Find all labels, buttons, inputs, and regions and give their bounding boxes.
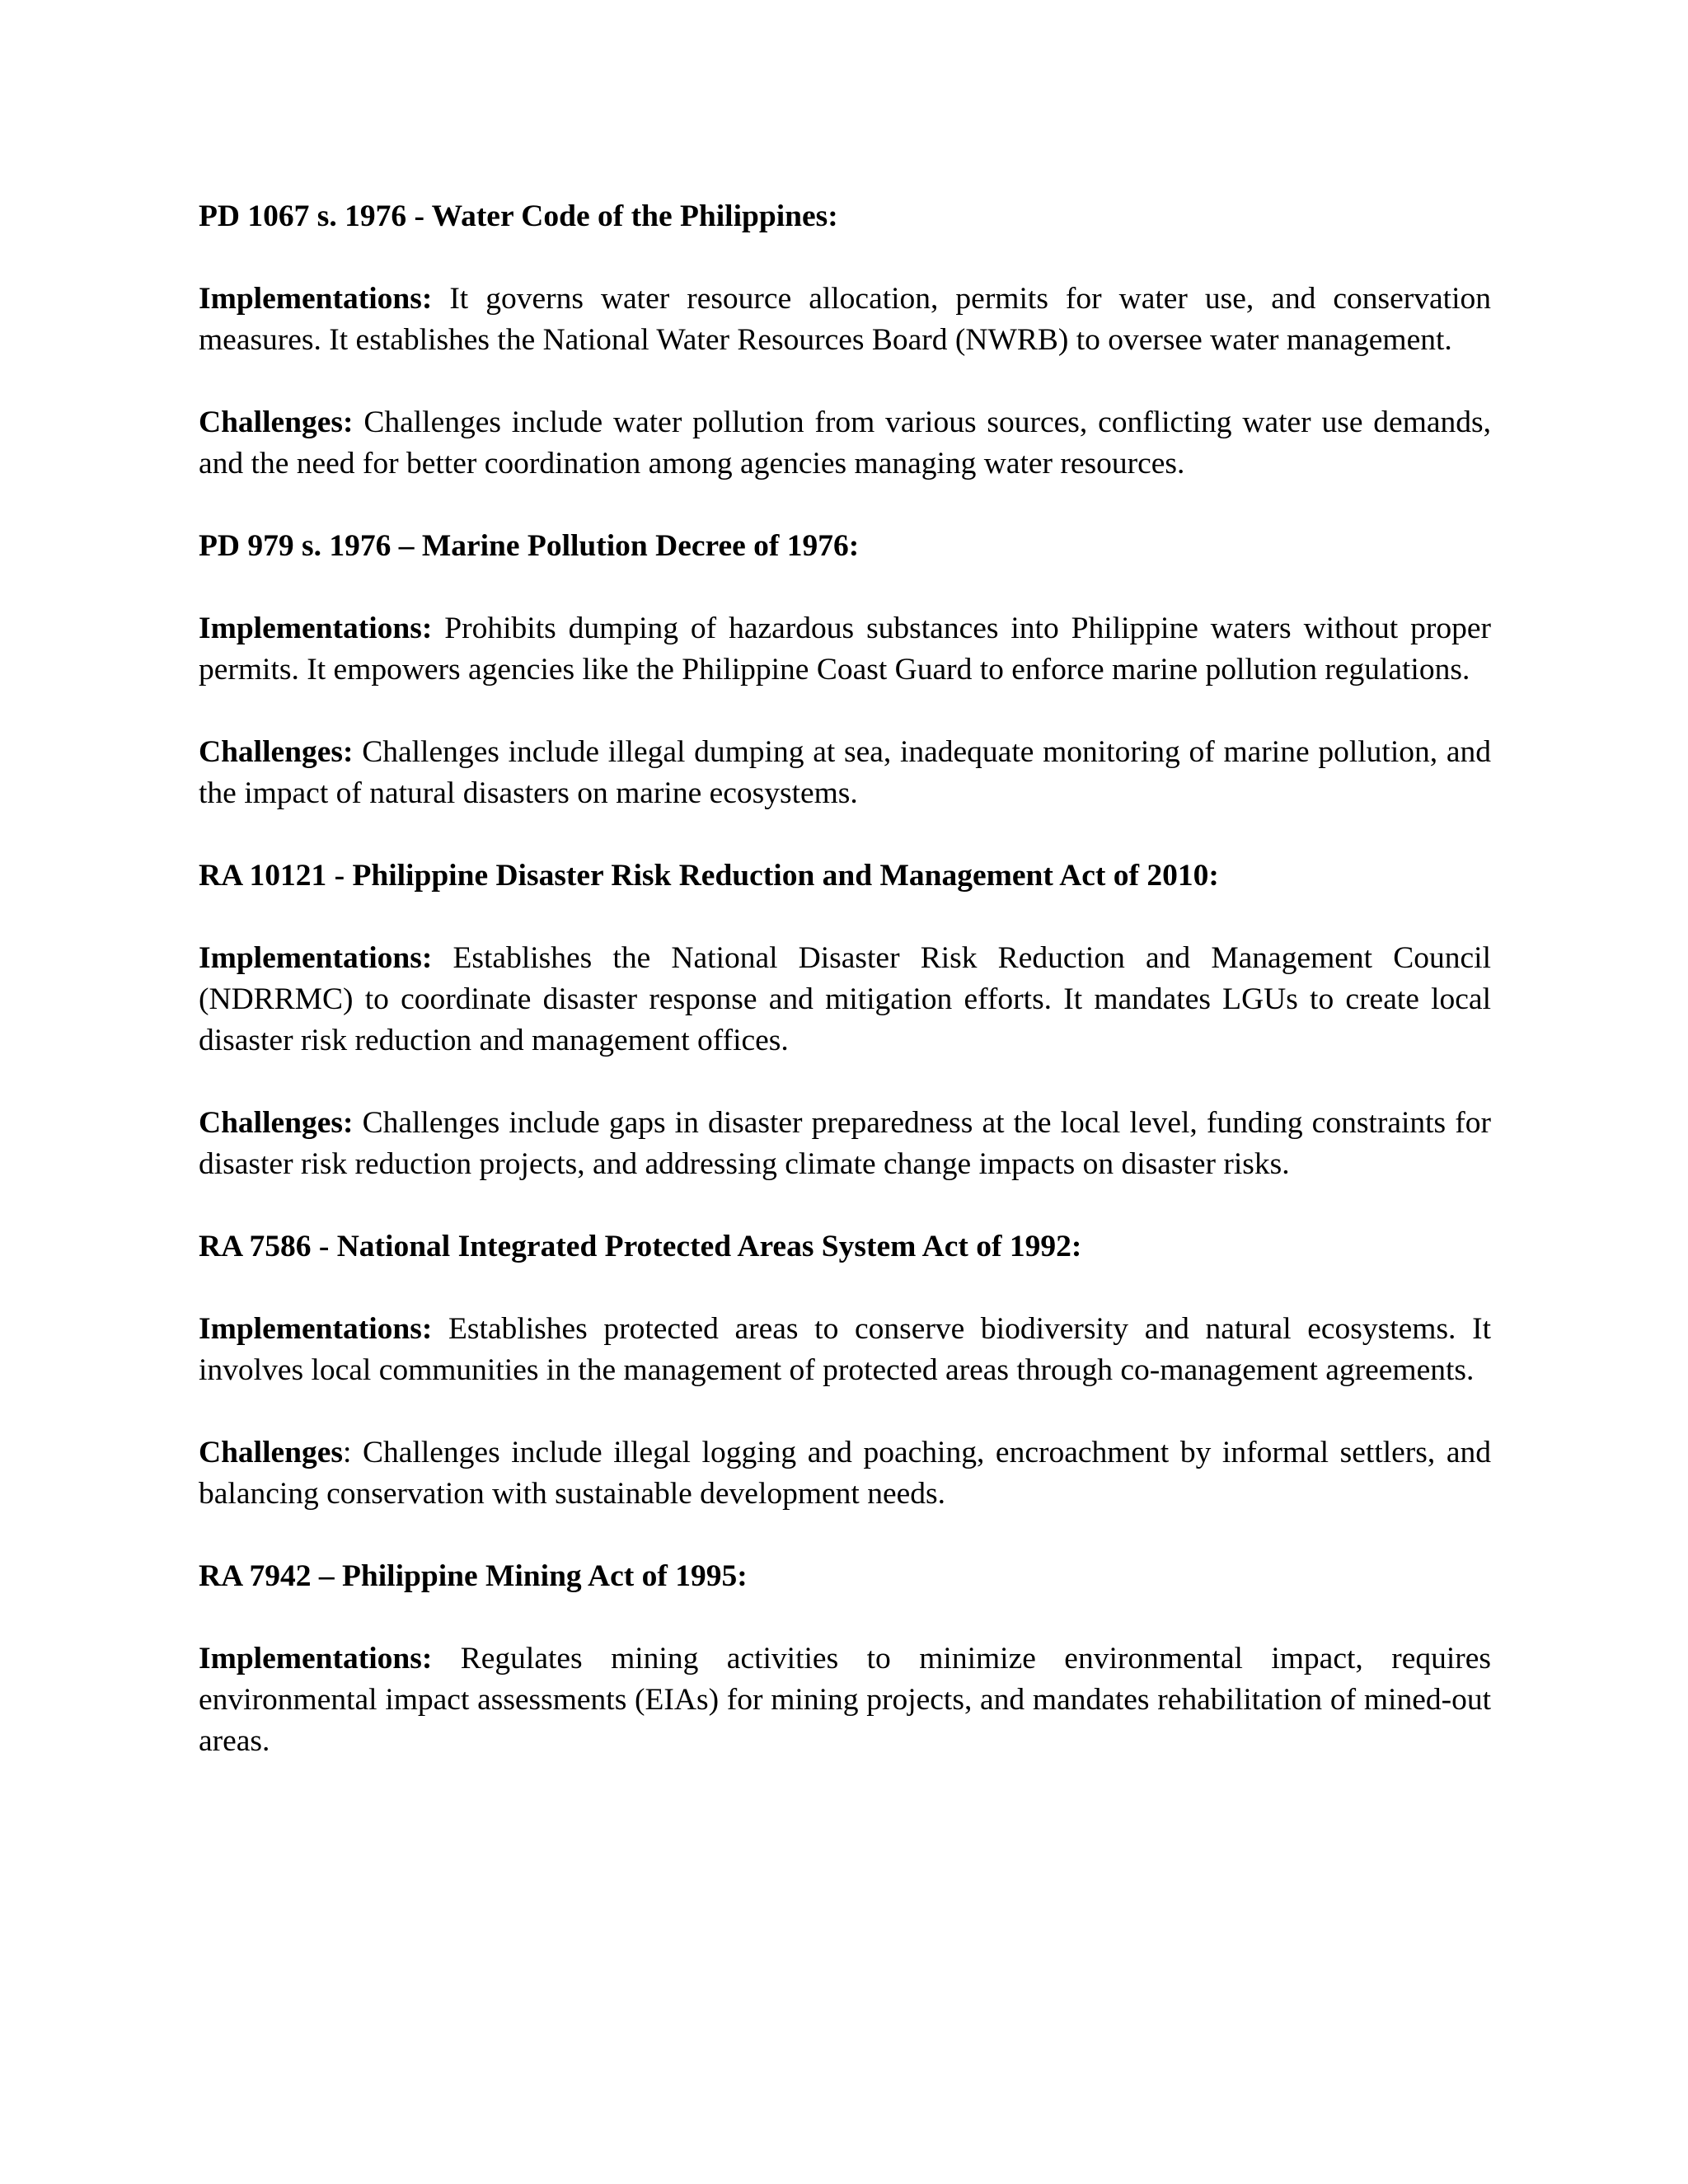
implementations-label: Implementations:: [199, 612, 433, 645]
section-heading: RA 7942 – Philippine Mining Act of 1995:: [199, 1559, 748, 1593]
challenges-text: Challenges include gaps in disaster preparedness at the local level, funding constraints for disaster risk reduction projects, and addressing climate change impacts on disaster risks.: [199, 1106, 1491, 1181]
challenges-label: Challenges:: [199, 735, 354, 769]
implementations-label: Implementations:: [199, 941, 433, 975]
challenges-label: Challenges:: [199, 1106, 354, 1140]
implementations-paragraph: [199, 279, 1491, 361]
challenges-text: Challenges include illegal dumping at sea, inadequate monitoring of marine pollution, and the impact of natural disasters on marine ecosystems.: [199, 735, 1491, 810]
implementations-text: It governs water resource allocation, permits for water use, and conservation measures. It establishes the National Water Resources Board (NWRB) to oversee water management.: [199, 282, 1491, 357]
implementations-text: Establishes protected areas to conserve biodiversity and natural ecosystems. It involves local communities in the management of protected areas through co-management agreements.: [199, 1312, 1491, 1387]
challenges-paragraph: [199, 1432, 1491, 1515]
challenges-label: Challenges:: [199, 405, 354, 439]
section-heading: RA 10121 - Philippine Disaster Risk Reduction and Management Act of 2010:: [199, 859, 1219, 893]
section-heading: PD 979 s. 1976 – Marine Pollution Decree of 1976:: [199, 529, 860, 563]
section-heading: RA 7586 - National Integrated Protected Areas System Act of 1992:: [199, 1230, 1082, 1263]
implementations-paragraph: [199, 1309, 1491, 1391]
implementations-label: Implementations:: [199, 1642, 433, 1675]
implementations-text: Establishes the National Disaster Risk Reduction and Management Council (NDRRMC) to coordinate disaster response and mitigation efforts. It mandates LGUs to create local disaster risk reduction and management offices.: [199, 941, 1491, 1057]
challenges-text: Challenges include water pollution from various sources, conflicting water use demands, and the need for better coordination among agencies managing water resources.: [199, 405, 1491, 480]
challenges-paragraph: [199, 1103, 1491, 1185]
implementations-label: Implementations:: [199, 1312, 433, 1346]
challenges-paragraph: [199, 732, 1491, 814]
section-heading: PD 1067 s. 1976 - Water Code of the Philippines:: [199, 199, 838, 233]
implementations-label: Implementations:: [199, 282, 433, 316]
implementations-paragraph: [199, 938, 1491, 1062]
implementations-text: Regulates mining activities to minimize environmental impact, requires environmental impact assessments (EIAs) for mining projects, and mandates rehabilitation of mined-out areas.: [199, 1642, 1491, 1758]
challenges-text: : Challenges include illegal logging and poaching, encroachment by informal settlers, and balancing conservation with sustainable development needs.: [199, 1436, 1491, 1511]
document-page: [199, 196, 1491, 1803]
implementations-paragraph: [199, 608, 1491, 691]
implementations-paragraph: [199, 1638, 1491, 1762]
challenges-paragraph: [199, 402, 1491, 485]
implementations-text: Prohibits dumping of hazardous substances into Philippine waters without proper permits. It empowers agencies like the Philippine Coast Guard to enforce marine pollution regulations.: [199, 612, 1491, 687]
challenges-label: Challenges: [199, 1436, 344, 1469]
